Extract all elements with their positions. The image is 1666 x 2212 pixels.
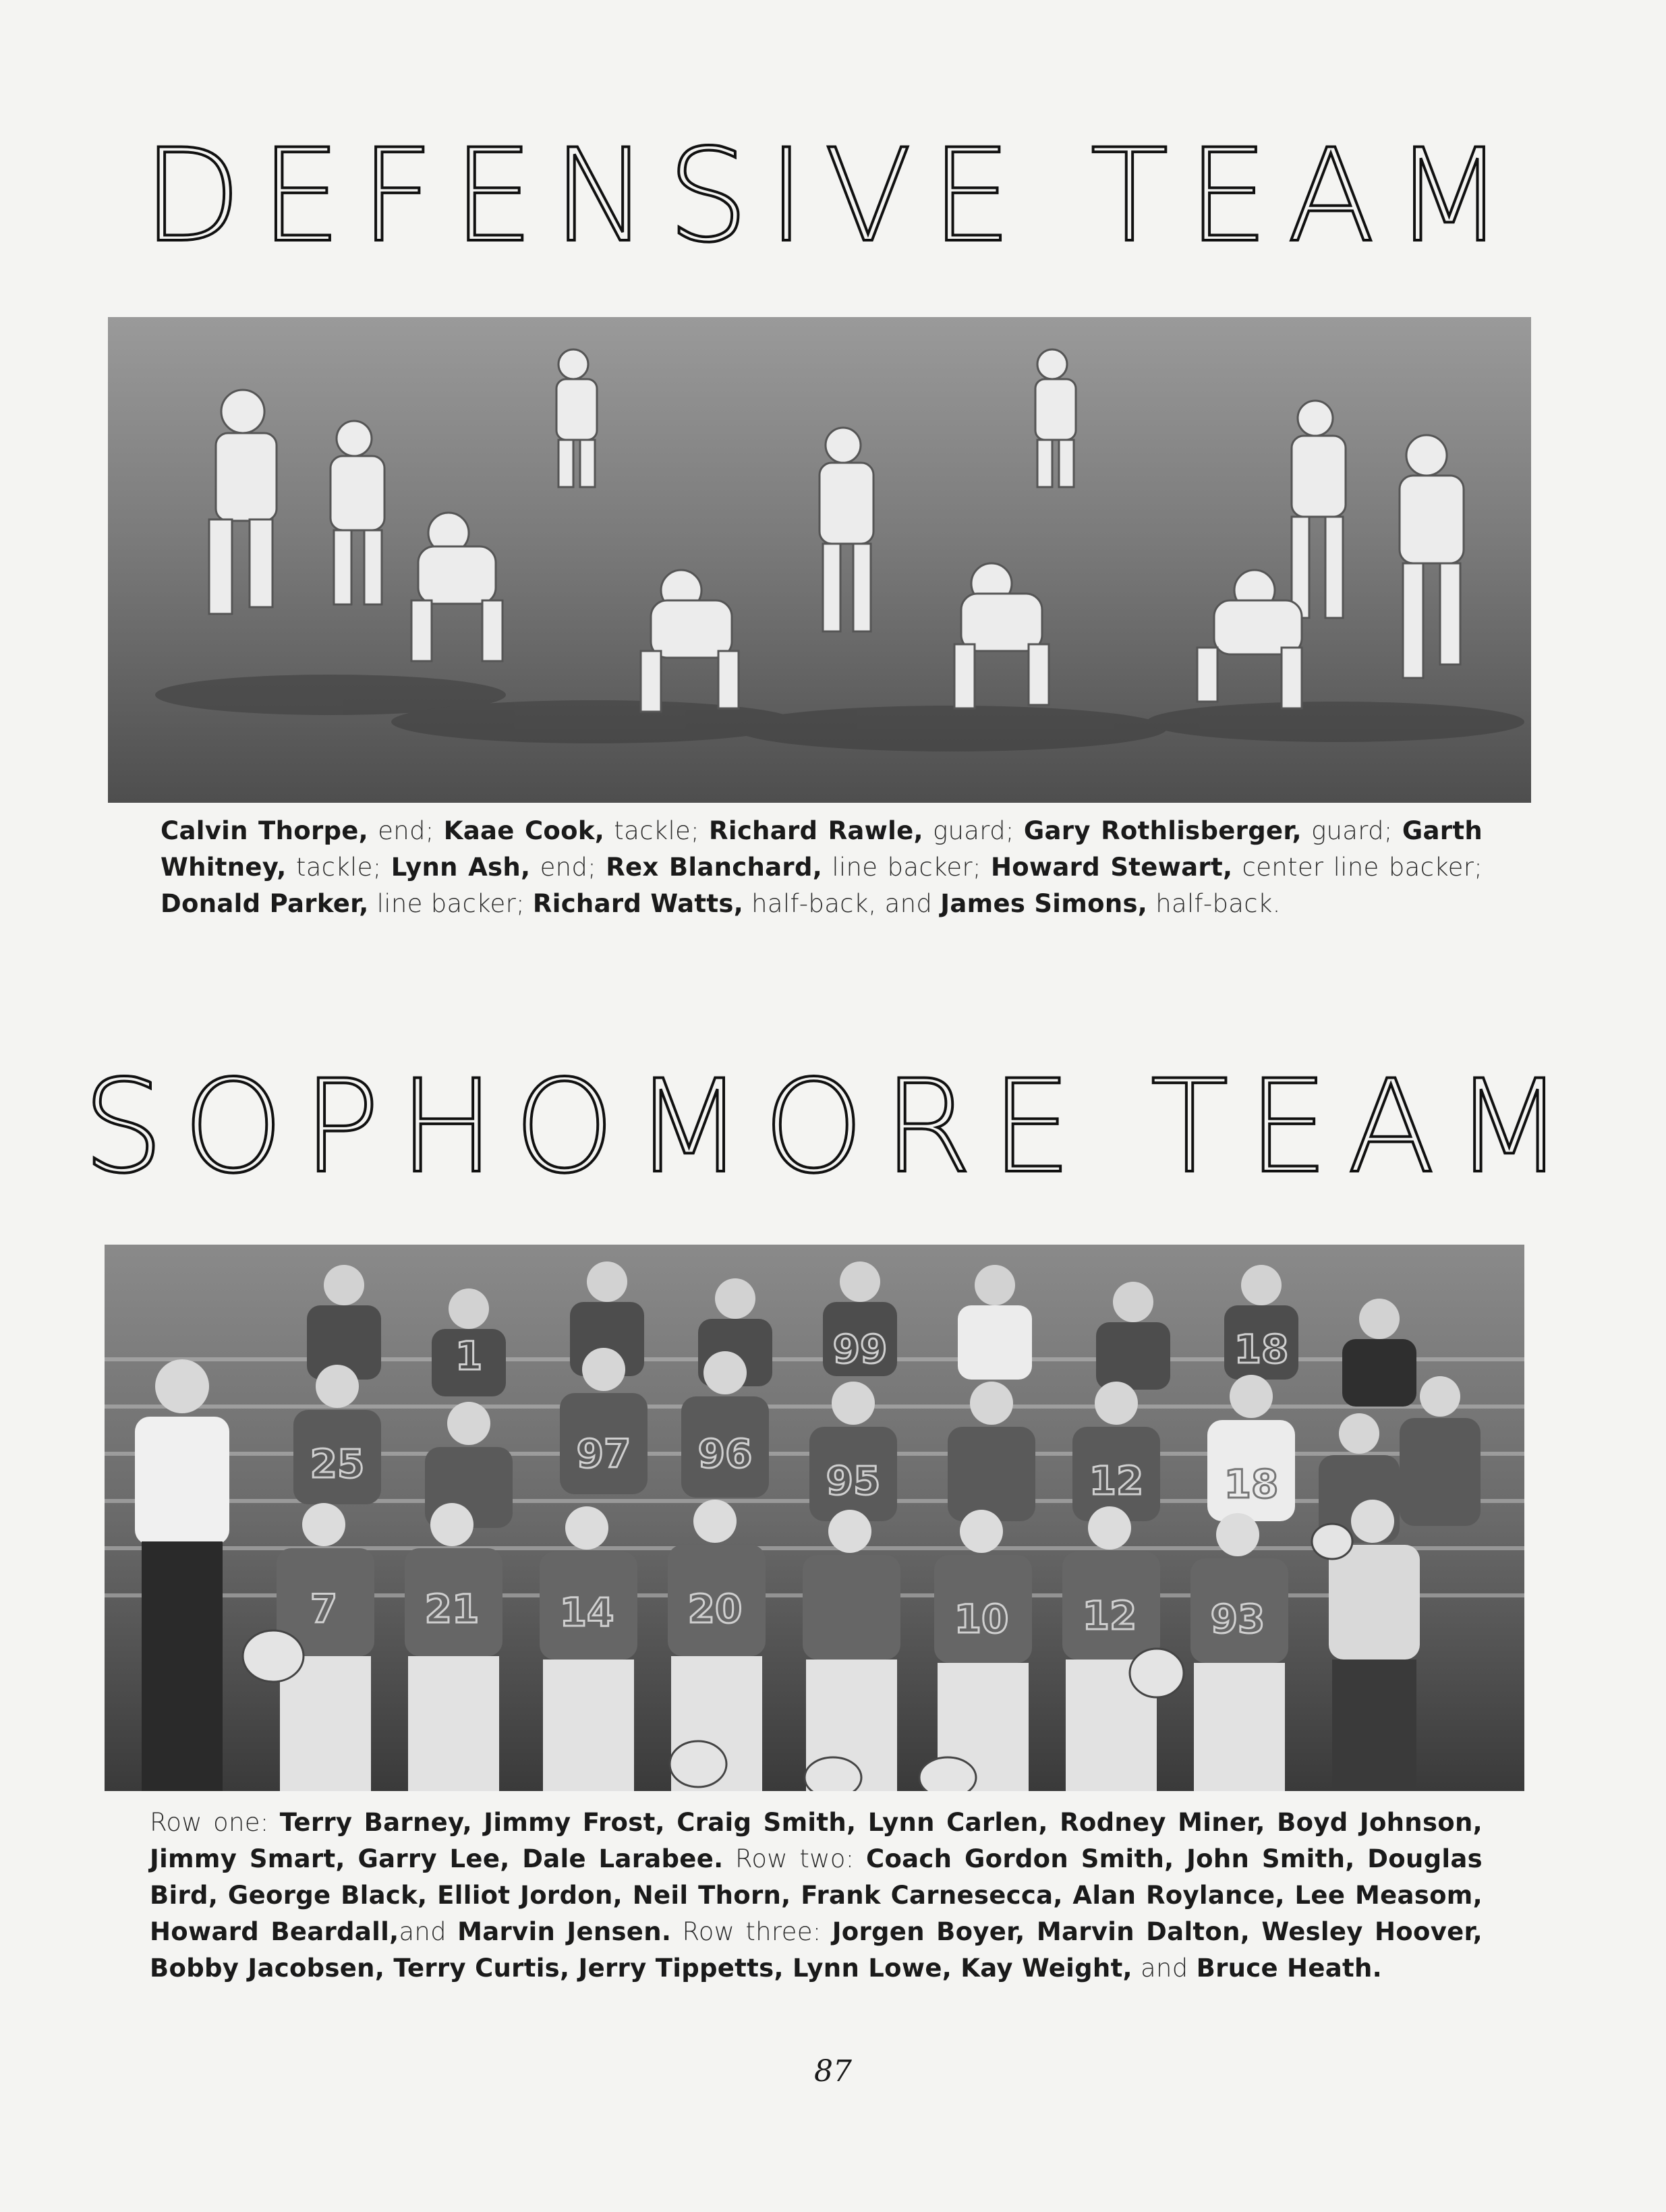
- jersey-number: 12: [1082, 1593, 1137, 1639]
- jersey-number: 20: [687, 1586, 743, 1632]
- player-position: tackle;: [286, 853, 391, 882]
- defensive-team-photo-image: [108, 317, 1531, 803]
- player-name: Kaae Cook,: [443, 816, 605, 845]
- row-two-names: Coach Gordon Smith, John Smith, Douglas Bird, George Black, Elliot Jordon, Neil Thorn, Frank Carnesecca, Alan Roylance, Lee Measom, Howard Beardall,: [150, 1844, 1483, 1946]
- defensive-team-photo: [108, 317, 1531, 803]
- jersey-number: 25: [310, 1441, 365, 1487]
- jersey-number: 18: [1224, 1461, 1279, 1507]
- defensive-team-caption: [161, 813, 1483, 922]
- row-one-label: Row one:: [150, 1808, 280, 1837]
- sophomore-team-caption: [150, 1805, 1483, 1987]
- player-position: line backer;: [822, 853, 991, 882]
- player-position: center line backer;: [1232, 853, 1483, 882]
- player-name: Calvin Thorpe,: [161, 816, 369, 845]
- player-position: guard;: [923, 816, 1024, 845]
- jersey-number: 99: [832, 1326, 888, 1372]
- jersey-number: 95: [826, 1458, 881, 1504]
- player-position: half-back.: [1147, 889, 1281, 918]
- page-number: 87: [814, 2054, 852, 2089]
- jersey-number: 21: [424, 1586, 480, 1632]
- row-three-label: Row three:: [671, 1917, 832, 1946]
- row-two-conjunction: and: [399, 1917, 458, 1946]
- player-position: guard;: [1301, 816, 1402, 845]
- player-position: tackle;: [604, 816, 710, 845]
- sophomore-team-photo-image: [105, 1245, 1524, 1791]
- sophomore-team-photo: [105, 1245, 1524, 1791]
- player-name: Howard Stewart,: [990, 853, 1233, 882]
- player-name: Rex Blanchard,: [606, 853, 823, 882]
- jersey-number: 7: [310, 1586, 338, 1632]
- player-position: half-back, and: [743, 889, 941, 918]
- defensive-team-heading: DEFENSIVE TEAM: [142, 121, 1524, 271]
- player-name: Donald Parker,: [161, 889, 369, 918]
- jersey-number: 14: [559, 1589, 614, 1635]
- jersey-number: 93: [1210, 1596, 1265, 1642]
- player-name: Gary Rothlisberger,: [1023, 816, 1302, 845]
- player-position: end;: [368, 816, 444, 845]
- player-name: James Simons,: [940, 889, 1148, 918]
- jersey-number: 97: [576, 1431, 631, 1477]
- player-name: Garth Whitney,: [161, 816, 1483, 882]
- jersey-number: 18: [1234, 1326, 1289, 1372]
- jersey-number: 96: [697, 1431, 753, 1477]
- row-one-names: Terry Barney, Jimmy Frost, Craig Smith, Lynn Carlen, Rodney Miner, Boyd Johnson, Jimmy Smart, Garry Lee, Dale Larabee.: [150, 1808, 1483, 1873]
- row-three-last-name: Bruce Heath.: [1196, 1954, 1382, 1983]
- row-two-label: Row two:: [723, 1844, 866, 1873]
- row-three-conjunction: and: [1132, 1954, 1197, 1983]
- player-position: line backer;: [368, 889, 533, 918]
- row-two-last-name: Marvin Jensen.: [457, 1917, 672, 1946]
- row-three-names: Jorgen Boyer, Marvin Dalton, Wesley Hoover, Bobby Jacobsen, Terry Curtis, Jerry Tippetts, Lynn Lowe, Kay Weight,: [150, 1917, 1483, 1983]
- player-name: Richard Rawle,: [709, 816, 923, 845]
- jersey-number: 12: [1089, 1458, 1144, 1504]
- player-name: Richard Watts,: [532, 889, 744, 918]
- player-position: end;: [530, 853, 606, 882]
- player-name: Lynn Ash,: [391, 853, 531, 882]
- jersey-number: 1: [455, 1333, 483, 1379]
- jersey-number: 10: [954, 1596, 1009, 1642]
- sophomore-team-heading: SOPHOMORE TEAM: [82, 1052, 1584, 1201]
